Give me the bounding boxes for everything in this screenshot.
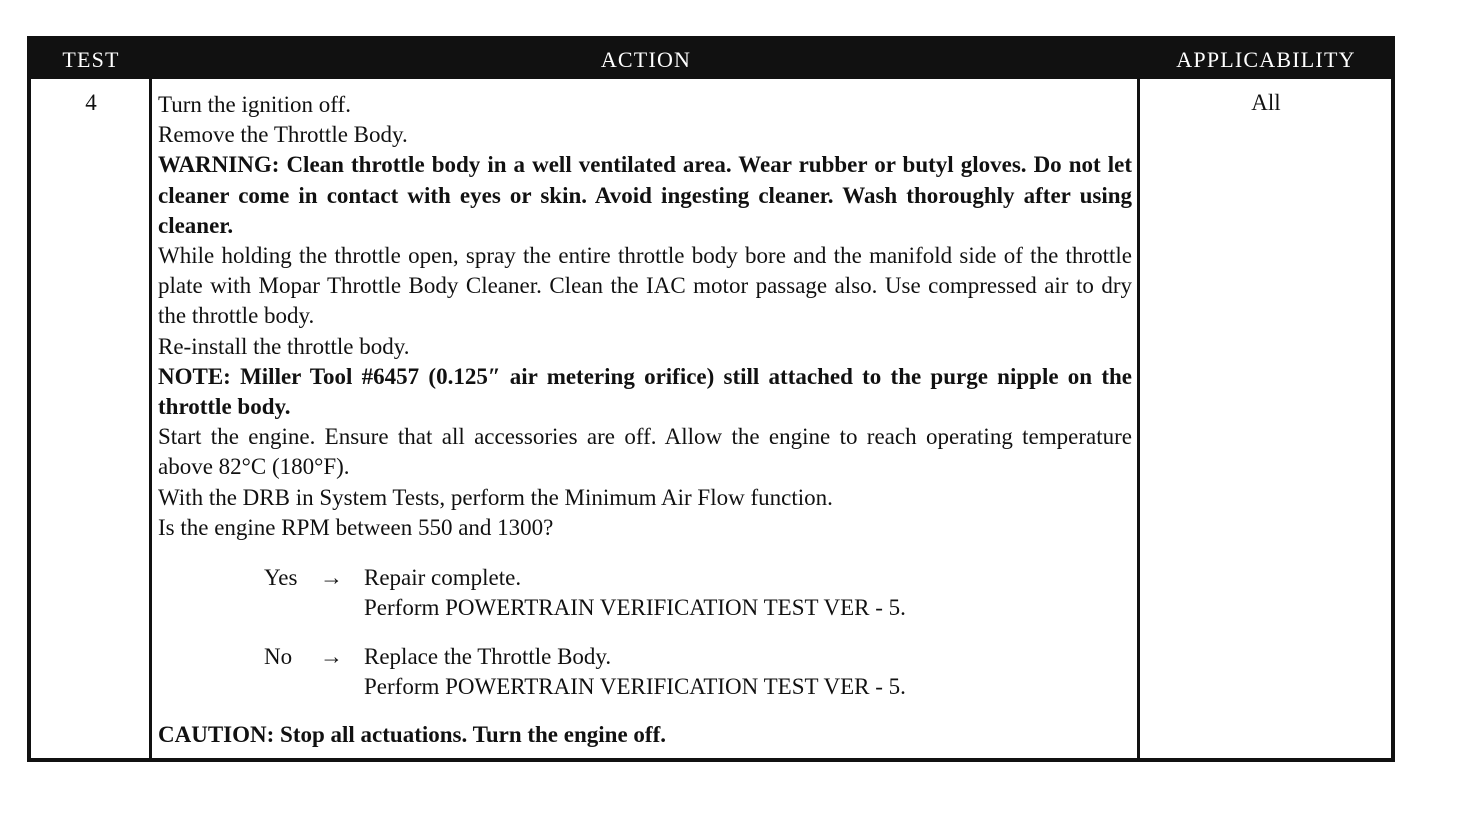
right-arrow-icon: → <box>320 565 343 591</box>
no-label: No <box>264 644 293 670</box>
action-step-minimum-air-flow: With the DRB in System Tests, perform the Minimum Air Flow function. <box>158 484 833 510</box>
column-divider-test-action <box>149 79 152 758</box>
warning-text: WARNING: Clean throttle body in a well ventilated area. Wear rubber or butyl gloves. Do not let cleaner come in contact with eyes or skin. Avoid ingesting cleaner. Wash thoroughly after using cleaner. <box>158 152 1132 238</box>
header-test: TEST <box>62 47 120 72</box>
action-step-reinstall: Re-install the throttle body. <box>158 333 410 359</box>
action-step-remove-throttle-body: Remove the Throttle Body. <box>158 122 408 148</box>
no-result-line-2: Perform POWERTRAIN VERIFICATION TEST VER - 5. <box>364 674 906 700</box>
note-text: NOTE: Miller Tool #6457 (0.125″ air metering orifice) still attached to the purge nipple on the throttle body. <box>158 363 1132 420</box>
yes-result-line-1: Repair complete. <box>364 565 522 591</box>
no-branch <box>158 642 1132 702</box>
action-step-ignition-off: Turn the ignition off. <box>158 92 351 117</box>
action-step-clean-throttle-body: While holding the throttle open, spray the entire throttle body bore and the manifold side of the throttle plate with Mopar Throttle Body Cleaner. Clean the IAC motor passage also. Use compressed air to dry the throttle body. <box>158 243 1132 329</box>
no-result <box>364 642 1132 702</box>
yes-label: Yes <box>264 565 298 591</box>
yes-result-line-2: Perform POWERTRAIN VERIFICATION TEST VER - 5. <box>364 595 906 621</box>
header-applicability: APPLICABILITY <box>1176 47 1356 72</box>
yes-branch <box>158 563 1132 623</box>
diagnostic-test-table <box>27 36 1395 762</box>
table-header-row <box>31 40 1391 79</box>
test-question: Is the engine RPM between 550 and 1300? <box>158 514 554 540</box>
no-result-line-1: Replace the Throttle Body. <box>364 644 612 670</box>
caution-text: CAUTION: Stop all actuations. Turn the engine off. <box>158 722 666 748</box>
right-arrow-icon: → <box>320 644 343 670</box>
applicability-value: All <box>1251 90 1281 115</box>
test-number: 4 <box>85 90 97 115</box>
yes-result <box>364 563 1132 623</box>
header-action: ACTION <box>600 47 692 72</box>
column-divider-action-applicability <box>1137 79 1140 758</box>
action-cell <box>158 90 1132 750</box>
action-step-start-engine: Start the engine. Ensure that all accessories are off. Allow the engine to reach operating temperature above 82°C (180°F). <box>158 424 1132 480</box>
